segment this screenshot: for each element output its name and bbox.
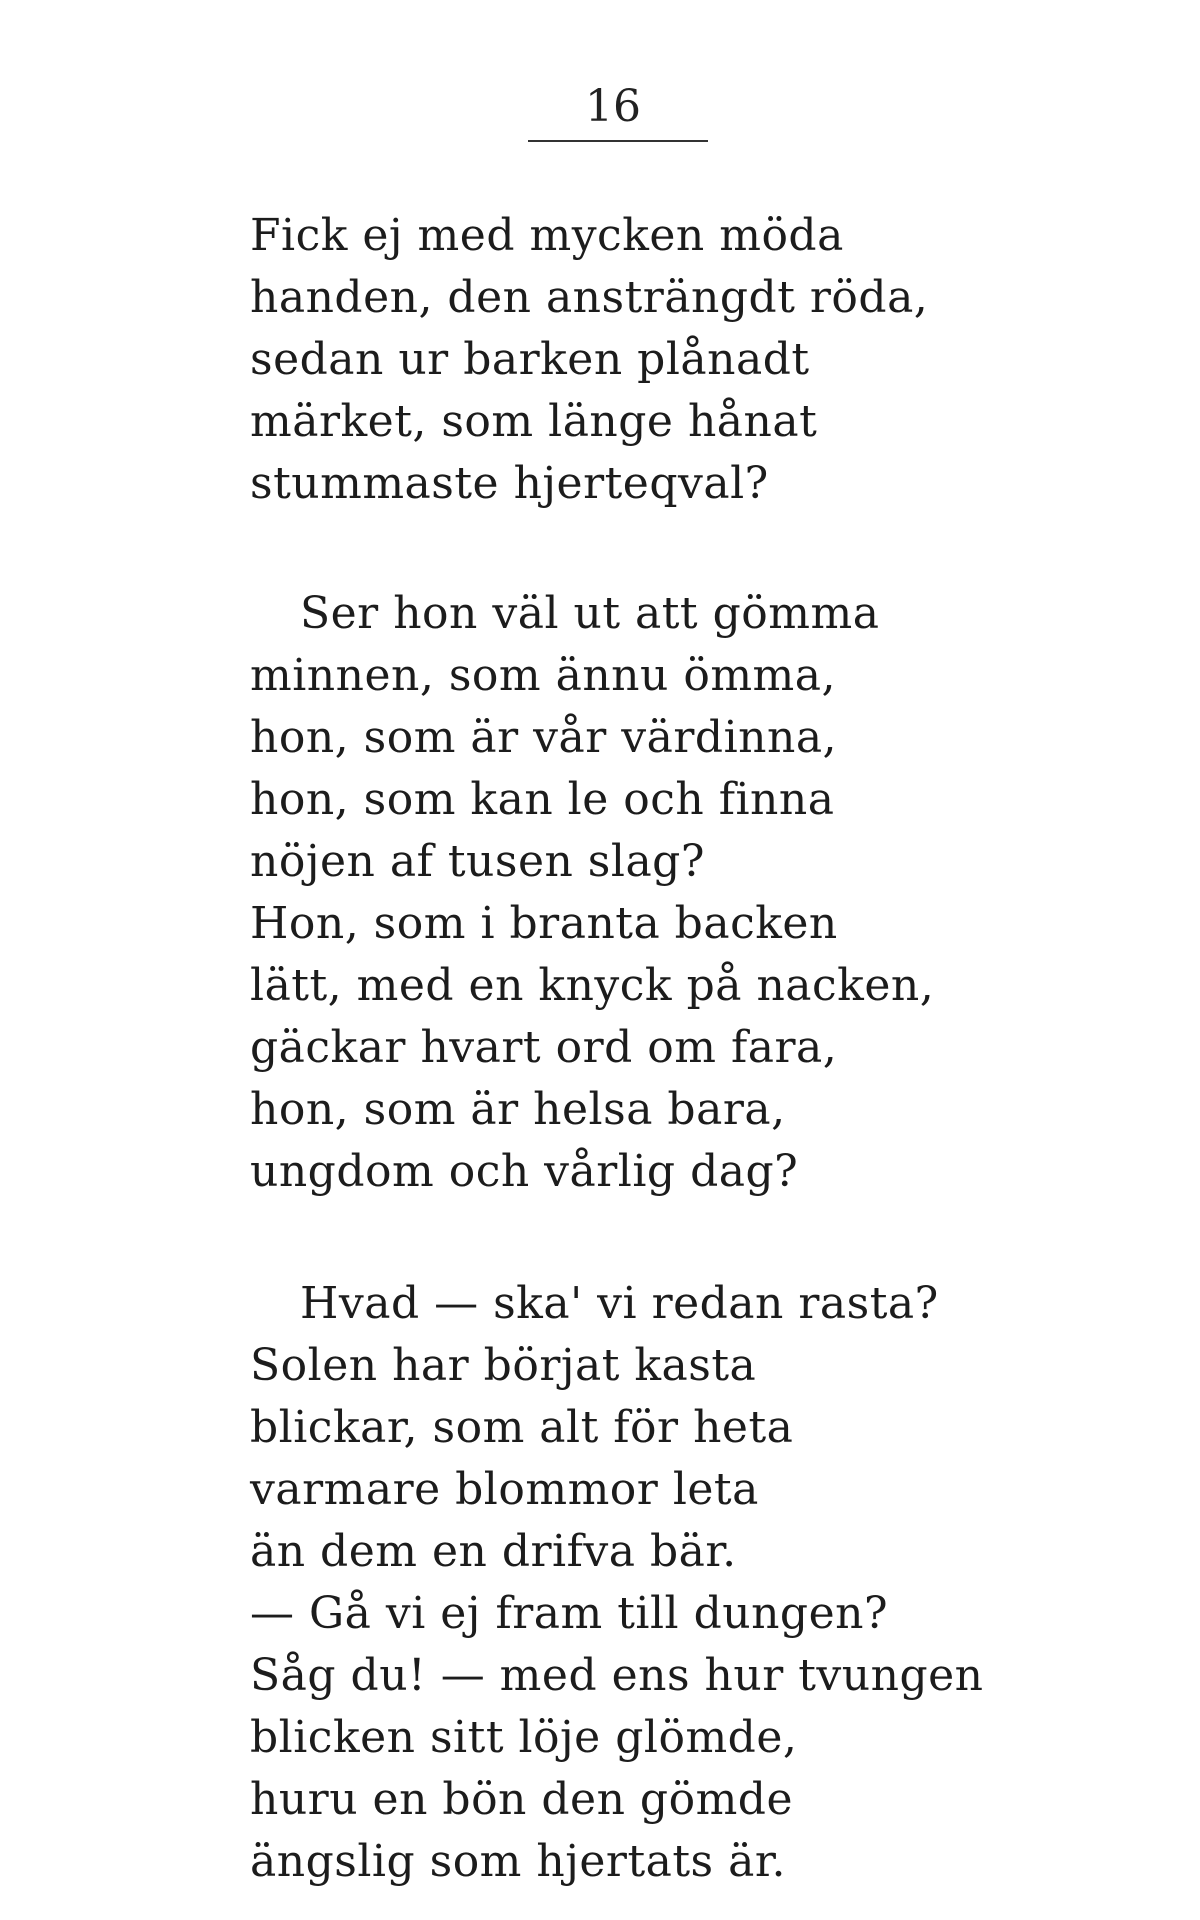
verse-line: blickar, som alt för heta (250, 1402, 794, 1453)
verse-line: varmare blommor leta (250, 1464, 759, 1515)
verse-line: nöjen af tusen slag? (250, 836, 705, 887)
verse-line: blicken sitt löje glömde, (250, 1712, 798, 1763)
verse-line: handen, den ansträngdt röda, (250, 272, 929, 323)
verse-line: märket, som länge hånat (250, 396, 818, 447)
verse-line: — Gå vi ej fram till dungen? (250, 1588, 889, 1639)
verse-line: Hon, som i branta backen (250, 898, 838, 949)
verse-line: än dem en drifva bär. (250, 1526, 737, 1577)
verse-line: ungdom och vårlig dag? (250, 1146, 799, 1197)
verse-line: hon, som är helsa bara, (250, 1084, 786, 1135)
verse-line: sedan ur barken plånadt (250, 334, 810, 385)
verse-line: huru en bön den gömde (250, 1774, 793, 1825)
verse-line: hon, som kan le och finna (250, 774, 835, 825)
verse-line: Solen har börjat kasta (250, 1340, 757, 1391)
verse-line: Såg du! — med ens hur tvungen (250, 1650, 984, 1701)
verse-line: Hvad — ska' vi redan rasta? (300, 1278, 939, 1329)
page-number-rule (528, 140, 708, 142)
verse-line: hon, som är vår värdinna, (250, 712, 838, 763)
page-number: 16 (585, 81, 641, 132)
verse-line: Fick ej med mycken möda (250, 210, 844, 261)
verse-line: gäckar hvart ord om fara, (250, 1022, 838, 1073)
verse-line: lätt, med en knyck på nacken, (250, 960, 935, 1011)
verse-line: ängslig som hjertats är. (250, 1836, 787, 1887)
verse-line: stummaste hjerteqval? (250, 458, 769, 509)
verse-line: Ser hon väl ut att gömma (300, 588, 880, 639)
verse-line: minnen, som ännu ömma, (250, 650, 836, 701)
